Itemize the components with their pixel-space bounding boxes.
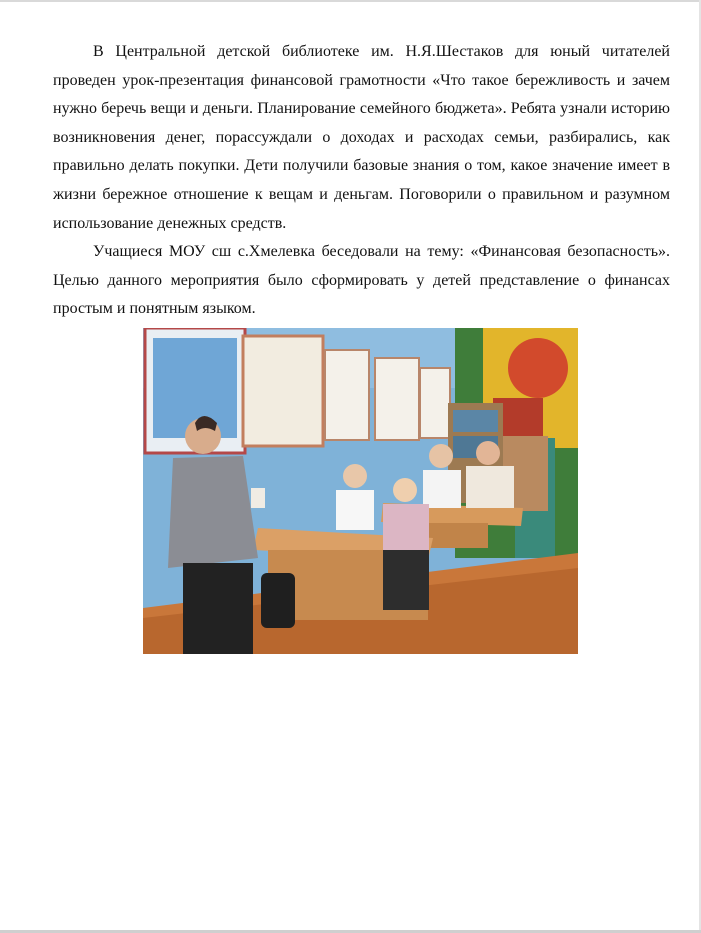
paragraph-library-event: В Центральной детской библиотеке им. Н.Я.Шестаков для юный читателей проведен урок-презентация финансовой грамотности «Что такое бережливость и зачем нужно беречь вещи и деньги. Планирование семейного бюджета». Ребята узнали историю возникновения денег, порассуждали о доходах и расходах семьи, разбирались, как правильно делать покупки. Дети получили базовые знания о том, какое значение имеет в жизни бережное отношение к вещам и деньгам. Поговорили о правильном и разумном использование денежных средств. — [53, 43, 670, 232]
page-top-edge — [0, 0, 701, 2]
paragraph-school-event: Учащиеся МОУ сш с.Хмелевка беседовали на тему: «Финансовая безопасность». Целью данного мероприятия было сформировать у детей представление о финансах простым и понятным языком. — [53, 243, 670, 318]
classroom-photo-illustration — [143, 328, 578, 654]
document-body — [53, 38, 670, 324]
classroom-photo — [143, 328, 578, 654]
